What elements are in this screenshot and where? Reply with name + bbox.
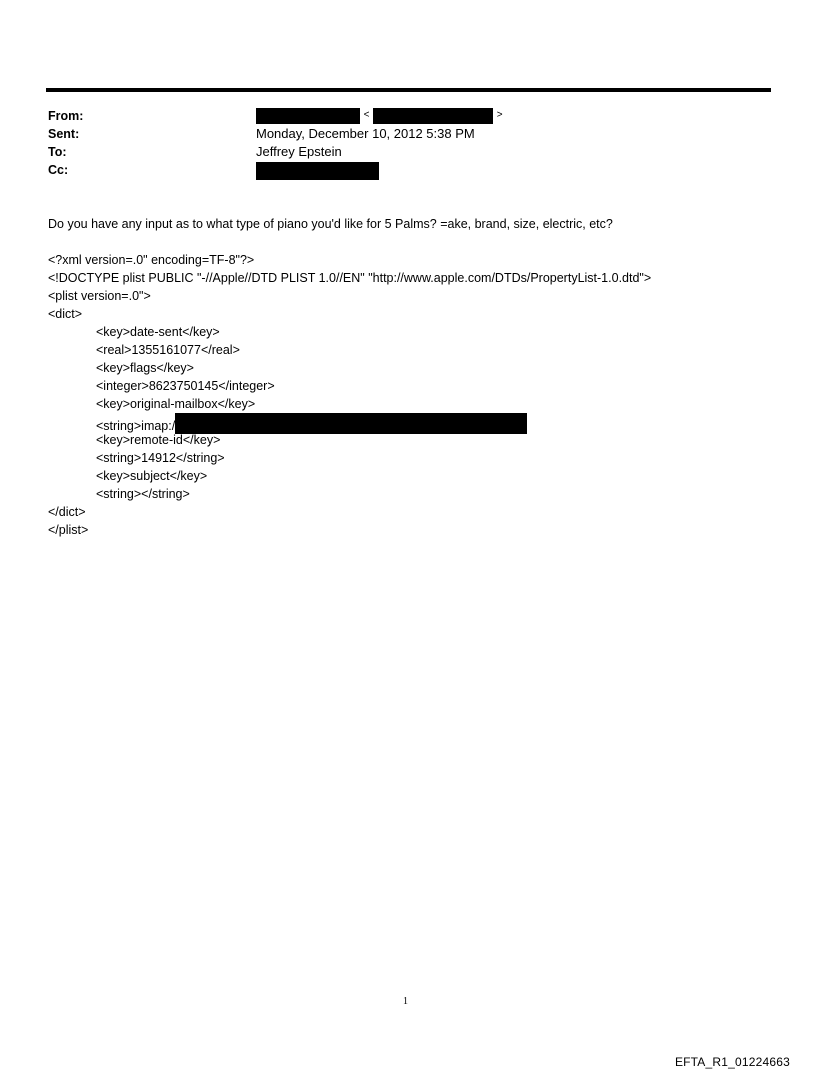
xml-line: <key>original-mailbox</key> (96, 397, 256, 411)
from-value (256, 106, 503, 125)
to-label: To: (48, 145, 67, 159)
to-value: Jeffrey Epstein (256, 144, 342, 159)
xml-line: <key>remote-id</key> (96, 433, 221, 447)
xml-line: <key>flags</key> (96, 361, 194, 375)
from-label: From: (48, 109, 84, 123)
xml-line: <dict> (48, 307, 83, 321)
from-email-redaction (373, 108, 493, 124)
cc-value (256, 161, 379, 180)
xml-line: <key>date-sent</key> (96, 325, 220, 339)
xml-line: <?xml version=.0" encoding=TF-8"?> (48, 253, 255, 267)
from-close-bracket: > (496, 109, 503, 121)
message-text: Do you have any input as to what type of piano you'd like for 5 Palms? =ake, brand, size, electric, etc? (48, 217, 613, 231)
xml-imap-text: <string>imap:/ (96, 419, 176, 433)
xml-line: </plist> (48, 523, 89, 537)
bates-number: EFTA_R1_01224663 (674, 1055, 790, 1069)
xml-line: <key>subject</key> (96, 469, 208, 483)
mailbox-redaction (175, 413, 527, 434)
xml-line: </dict> (48, 505, 86, 519)
xml-line: <string>14912</string> (96, 451, 225, 465)
cc-redaction (256, 162, 379, 180)
xml-line: <plist version=.0"> (48, 289, 151, 303)
sent-label: Sent: (48, 127, 80, 141)
header-rule (46, 88, 771, 92)
xml-line: <!DOCTYPE plist PUBLIC "-//Apple//DTD PLIST 1.0//EN" "http://www.apple.com/DTDs/PropertyList-1.0.dtd"> (48, 271, 652, 285)
xml-line: <string></string> (96, 487, 190, 501)
from-open-bracket: < (363, 109, 370, 121)
from-name-redaction (256, 108, 360, 124)
page-number: 1 (403, 996, 408, 1007)
xml-line: <real>1355161077</real> (96, 343, 240, 357)
cc-label: Cc: (48, 163, 69, 177)
xml-line: <integer>8623750145</integer> (96, 379, 275, 393)
sent-value: Monday, December 10, 2012 5:38 PM (256, 126, 475, 141)
